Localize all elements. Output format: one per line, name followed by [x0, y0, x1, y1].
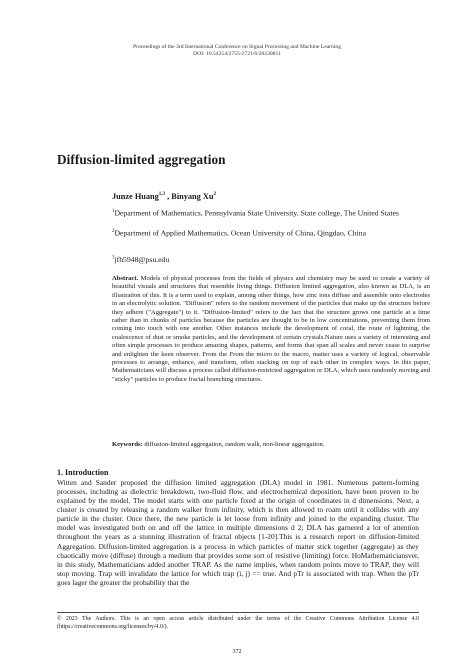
author-line — [112, 192, 216, 201]
author-separator: , — [165, 192, 172, 201]
keywords — [112, 441, 430, 449]
footer-divider — [57, 612, 419, 613]
abstract-text: Models of physical processes from the fields of physics and chemistry may be used to create a variety of beautiful visuals and structures that resemble living things. Diffusion limited aggregation, also known as DLA, is an illustration of this. It is a term used to explain, among other things, how zinc ions diffuse and assemble onto electrodes in an electrolytic solution. "Diffusion" refers to the random movement of the particles that make up the structure before they adhere ("Aggregate") to it. "Diffusion-limited" refers to the fact that the structure grows one particle at a time rather than in chunks of particles because the particles are thought to be in low concentrations, preventing them from coming into touch with one another. Other instances include the development of coral, the route of lightning, the coalescence of dust or smoke particles, and the development of certain crystals.Nature uses a variety of interesting and often simple processes to produce amazing shapes, patterns, and forms that span all scales and never cease to surprise and enlighten the keen observer. From the From the micro to the macro, matter uses a variety of logical, observable processes to arrange, enhance, and transform, often stacking on top of each other in complex ways. In this paper, Mathematicians will discuss a process called diffusion-restricted aggregation or DLA, which uses randomly moving and "sticky" particles to produce fractal branching structures. — [112, 275, 430, 383]
abstract — [112, 275, 430, 384]
affiliation-2-text: Department of Applied Mathematics, Ocean University of China, Qingdao, China — [114, 228, 366, 238]
author-1: Junze Huang — [112, 192, 159, 201]
conference-header — [0, 44, 474, 59]
affiliation-2 — [112, 227, 427, 239]
affiliation-1-sup: 1 — [112, 209, 115, 214]
doi-line: DOI: 10.54254/2755-2721/6/20230811 — [193, 51, 281, 58]
email-address[interactable]: jfh5948@psu.edu — [114, 255, 170, 264]
introduction-text: Witten and Sander proposed the diffusion limited aggregation (DLA) model in 1981. Numerous pattern-forming processes, including as dielectric breakdown, two-fluid flow, and electrochemical deposition, have been proven to be explained by the model. The model starts with one particle fixed at the origin of coordinates in d dimensions. Next, a cluster is created by releasing a random walker from infinity, which is then allowed to roam until it collides with any particle in the cluster. Once there, the new particle is let loose from infinity and joined to the expanding cluster. The model was investigated both on and off the lattice in multiple dimensions d 2; DLA has garnered a lot of attention throughout the years as a stunning illustration of fractal objects [1-20].This is a research report on diffusion-limited Aggregation. Diffusion-limited aggregation is a process in which particles of matter stick together (aggregate) as they chaotically move (diffuse) through a medium that provides some sort of resistive (limiting) force. HoMathematiciansver, in this study, Mathematicians added another TRAP. As the name implies, when random points move to TRAP, they will stop moving. Trap will invalidate the lattice for which trap (i, j) == true. And pTr is associated with trap. When the pTr goes lager the greater the probability that the — [57, 478, 419, 587]
affiliation-1-text: Department of Mathematics, Pennsylvania State University, State college, The United States — [114, 208, 399, 218]
keywords-text: diffusion-limited aggregation, random walk, non-linear aggregation. — [142, 441, 325, 448]
abstract-label: Abstract. — [112, 275, 139, 282]
author-2: Binyang Xu — [171, 192, 214, 201]
email-sup: 3 — [112, 255, 115, 261]
paper-title: Diffusion-limited aggregation — [57, 152, 226, 167]
page-number: 372 — [232, 649, 242, 655]
author-2-sup: 2 — [213, 192, 216, 198]
affiliation-2-sup: 2 — [112, 229, 115, 234]
section-heading: 1. Introduction — [57, 468, 109, 477]
keywords-label: Keywords: — [112, 441, 143, 448]
affiliation-1 — [112, 207, 427, 219]
proceedings-line: Proceedings of the 3rd International Conference on Signal Processing and Machine Learning — [133, 44, 341, 50]
author-1-sup: 1,3 — [158, 192, 166, 198]
email — [112, 255, 169, 264]
license-notice: © 2023 The Authors. This is an open access article distributed under the terms of the Creative Commons Attribution License 4.0 (https://creativecommons.org/licenses/by/4.0/). — [57, 616, 419, 630]
